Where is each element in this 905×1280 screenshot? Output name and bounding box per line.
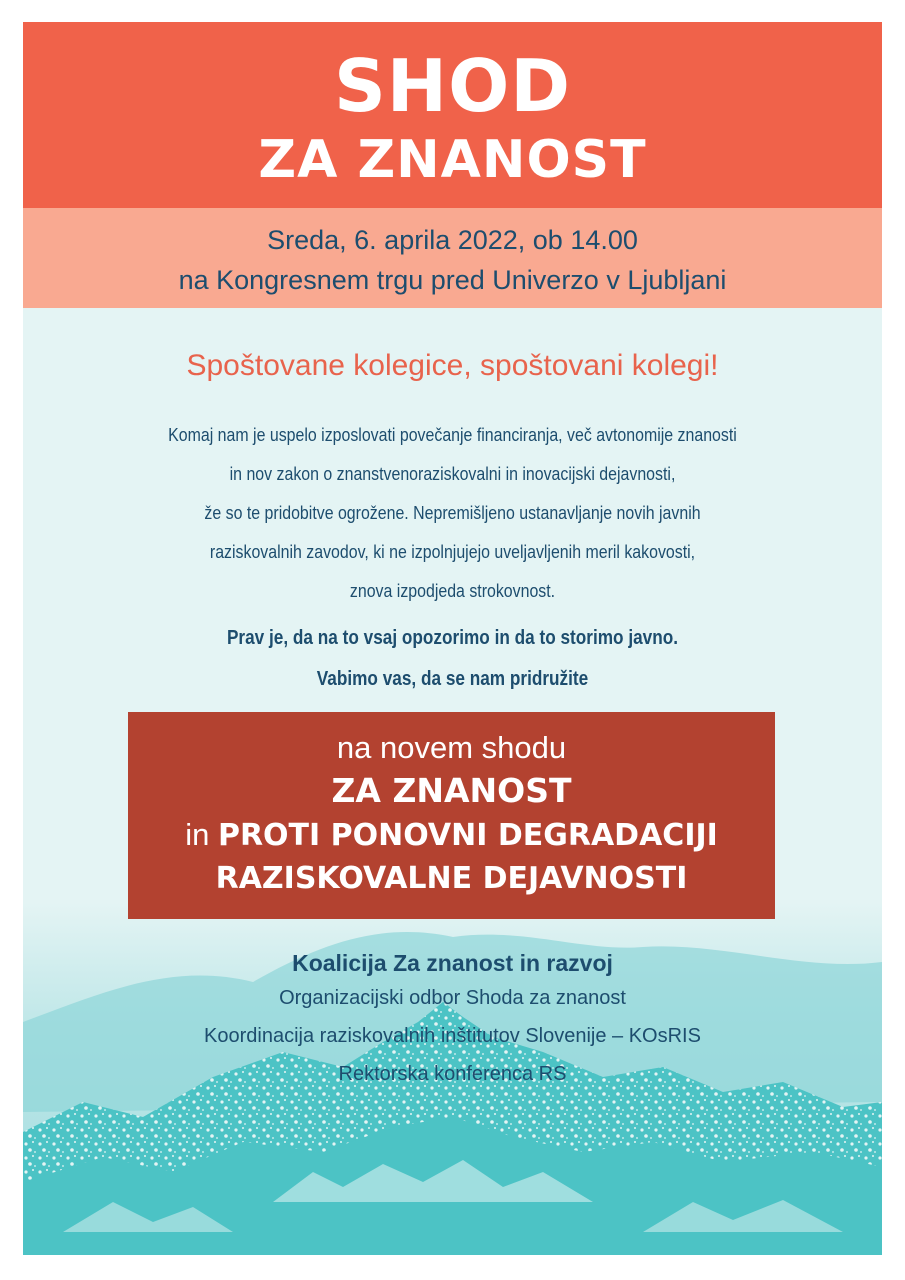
event-location: na Kongresnem trgu pred Univerzo v Ljubljani <box>178 265 727 295</box>
banner-line-2: ZA ZNANOST <box>331 771 572 810</box>
banner-line-1: na novem shodu <box>336 730 567 765</box>
title-za-znanost: ZA ZNANOST <box>258 130 647 190</box>
organizer-item: Rektorska konferenca RS <box>338 1063 567 1085</box>
poster <box>23 22 882 1255</box>
event-banner <box>128 712 775 919</box>
call-line-1: Prav je, da na to vsaj opozorimo in da to storimo javno. <box>226 627 679 649</box>
organizer-item: Koordinacija raziskovalnih inštitutov Slovenije – KOsRIS <box>204 1025 701 1047</box>
call-to-action <box>83 618 822 700</box>
header-band <box>23 22 882 208</box>
body-line: znova izpodjeda strokovnost. <box>349 580 556 601</box>
body-line: že so te pridobitve ogrožene. Nepremišljeno ustanavljanje novih javnih <box>204 502 701 523</box>
organizers <box>23 947 882 1093</box>
call-line-2: Vabimo vas, da se nam pridružite <box>316 668 589 690</box>
body-line: Komaj nam je uspelo izposlovati povečanje financiranja, več avtonomije znanosti <box>168 424 737 445</box>
coalition-name: Koalicija Za znanost in razvoj <box>292 950 613 976</box>
greeting: Spoštovane kolegice, spoštovani kolegi! <box>186 349 719 382</box>
banner-line-3-prefix: in <box>185 817 210 852</box>
banner-line-3-bold: PROTI PONOVNI DEGRADACIJI <box>217 818 718 853</box>
banner-line-4: RAZISKOVALNE DEJAVNOSTI <box>215 861 688 896</box>
body-line: in nov zakon o znanstvenoraziskovalni in inovacijski dejavnosti, <box>229 463 676 484</box>
organizer-item: Organizacijski odbor Shoda za znanost <box>279 987 626 1009</box>
body-paragraph <box>83 415 822 610</box>
title-shod: SHOD <box>333 44 572 128</box>
banner-line-3 <box>128 814 775 857</box>
event-date: Sreda, 6. aprila 2022, ob 14.00 <box>267 225 638 255</box>
body-line: raziskovalnih zavodov, ki ne izpolnjujejo uveljavljenih meril kakovosti, <box>209 541 696 562</box>
date-location-band <box>23 208 882 308</box>
